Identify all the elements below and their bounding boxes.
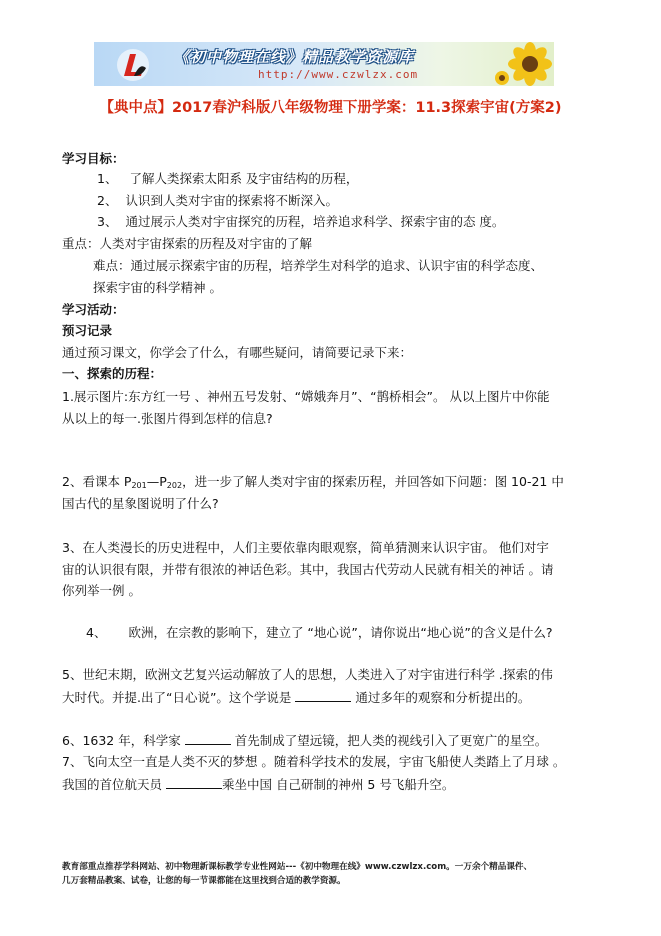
question-7-line	[62, 775, 454, 794]
banner-url[interactable]: http://www.czwlzx.com	[258, 68, 419, 81]
goal-text: 认识到人类对宇宙的探索将不断深入。	[125, 193, 338, 208]
question-3-line: 3、在人类漫长的历史进程中，人们主要依靠肉眼观察，简单猜测来认识宇宙。 他们对宇	[62, 540, 549, 555]
goal-item	[97, 170, 358, 188]
goals-heading: 学习目标：	[62, 151, 125, 166]
answer-blank[interactable]	[295, 688, 351, 702]
question-6-line	[62, 731, 547, 750]
key-point: 重点：人类对宇宙探索的历程及对宇宙的了解	[62, 236, 313, 251]
q4-number: 4、	[86, 625, 107, 640]
activity-heading: 学习活动：	[62, 302, 125, 317]
footer-line: 教育部重点推荐学科网站、初中物理新课标教学专业性网站---《初中物理在线》www.czwlzx.com。一万余个精品课件、	[62, 862, 533, 872]
goal-number: 2、	[97, 193, 118, 208]
preview-heading: 预习记录	[62, 323, 113, 338]
question-7-line: 7、飞向太空一直是人类不灭的梦想 。随着科学技术的发展，宇宙飞船使人类踏上了月球 。	[62, 754, 566, 769]
banner-title: 《初中物理在线》精品教学资源库	[174, 48, 415, 66]
sunflower-icon	[490, 42, 552, 86]
q2-page-start: 201	[131, 481, 147, 490]
header-banner	[94, 42, 554, 86]
question-1-line: 从以上的每一.张图片得到怎样的信息?	[62, 411, 273, 426]
page-footer	[62, 860, 622, 888]
document-title: 【典中点】2017春沪科版八年级物理下册学案：11.3探索宇宙(方案2)	[99, 100, 562, 116]
q4-text: 欧洲，在宗教的影响下，建立了 “地心说”，请你说出“地心说”的含义是什么?	[128, 625, 553, 640]
goal-number: 3、	[97, 214, 118, 229]
goal-item	[97, 213, 504, 231]
q2-text: ，进一步了解人类对宇宙的探索历程，并回答如下问题：图 10-21 中	[182, 474, 564, 489]
question-5-line: 5、世纪末期，欧洲文艺复兴运动解放了人的思想，人类进入了对宇宙进行科学 .探索的伟	[62, 667, 553, 682]
question-2-line	[62, 473, 564, 495]
section-heading: 一、探索的历程：	[62, 366, 163, 381]
q6-text: 首先制成了望远镜，把人类的视线引入了更宽广的星空。	[230, 733, 548, 748]
preview-intro: 通过预习课文，你学会了什么，有哪些疑问，请简要记录下来：	[62, 345, 413, 360]
goal-number: 1、	[97, 171, 118, 186]
question-1-line: 1.展示图片:东方红一号 、神州五号发射、“嫦娥奔月”、“鹊桥相会”。 从以上图片中你能	[62, 389, 550, 404]
q7-text: 我国的首位航天员	[62, 777, 166, 792]
q2-page-end: 202	[166, 481, 183, 490]
goal-text: 了解人类探索太阳系 及宇宙结构的历程，	[129, 171, 359, 186]
q6-text: 6、1632 年，科学家	[62, 733, 185, 748]
footer-line: 几万套精品教案、试卷，让您的每一节课都能在这里找到合适的教学资源。	[62, 876, 346, 886]
goal-item	[97, 192, 338, 210]
question-2-line: 国古代的星象图说明了什么?	[62, 496, 219, 511]
question-3-line: 你列举一例 。	[62, 583, 141, 598]
question-5-line	[62, 688, 530, 707]
answer-blank[interactable]	[166, 775, 222, 789]
q7-text: 乘坐中国 自己研制的神州 5 号飞船升空。	[221, 777, 455, 792]
question-4-line	[86, 624, 552, 642]
q5-text: 大时代。并提.出了“日心说”。这个学说是	[62, 690, 296, 705]
logo-icon	[116, 48, 150, 82]
question-3-line: 宙的认识很有限，并带有很浓的神话色彩。其中，我国古代劳动人民就有相关的神话 。请	[62, 562, 554, 577]
q5-text: 通过多年的观察和分析提出的。	[351, 690, 531, 705]
q2-text: —P	[146, 474, 167, 489]
answer-blank[interactable]	[185, 731, 231, 745]
goal-text: 通过展示人类对宇宙探究的历程，培养追求科学、探索宇宙的态 度。	[125, 214, 505, 229]
difficulty-line: 探索宇宙的科学精神 。	[93, 280, 222, 295]
difficulty-line: 难点：通过展示探索宇宙的历程，培养学生对科学的追求、认识宇宙的科学态度、	[93, 258, 544, 273]
q2-text: 2、看课本 P	[62, 474, 132, 489]
